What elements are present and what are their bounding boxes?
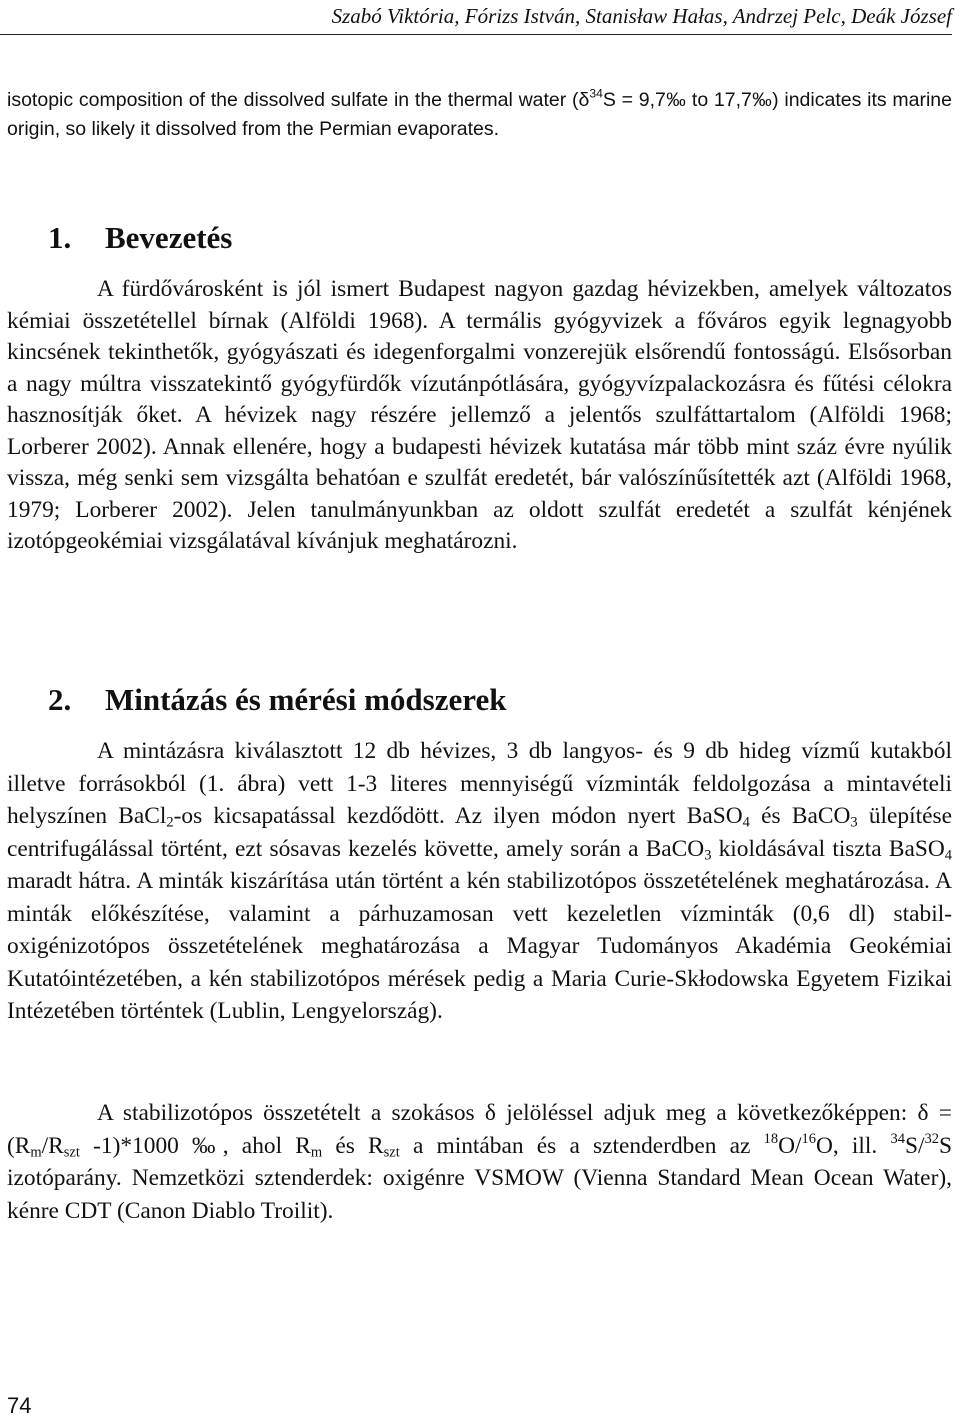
s2p1-text-c: és BaCO	[749, 803, 851, 829]
section-2-paragraph-1	[7, 735, 952, 1028]
section-2-title: Mintázás és mérési módszerek	[105, 682, 507, 717]
section-2-heading	[48, 682, 506, 718]
s2p2-text-d: és R	[322, 1132, 384, 1159]
s2p2-text-g: O, ill.	[815, 1132, 891, 1159]
s2p1-sub-b: 4	[742, 814, 750, 831]
s2p2-sub-b: szt	[63, 1144, 80, 1161]
abstract-text-1: isotopic composition of the dissolved sulfate in the thermal water (δ	[7, 89, 590, 111]
s2p2-text-b: /R	[41, 1132, 64, 1159]
s2p2-text-i: S izotóparány. Nemzetközi sztenderdek: oxigénre VSMOW (Vienna Standard Mean Ocean Water), kénre CDT (Canon Diablo Troilit).	[7, 1132, 952, 1224]
s2p2-text-h: S/	[904, 1132, 925, 1159]
s2p1-sub-a: 2	[166, 814, 174, 831]
s2p2-text-c: -1)*1000 ‰, ahol R	[79, 1132, 311, 1159]
s2p1-text-a: A mintázásra kiválasztott 12 db hévizes, 3 db langyos- és 9 db hideg vízmű kutakból illetve forrásokból (1. ábra) vett 1-3 literes mennyiségű vízminták feldolgozása a mintavételi helyszínen BaCl	[7, 738, 952, 829]
s2p2-sup-h: 32	[924, 1130, 939, 1147]
s2p1-sub-d: 3	[704, 847, 712, 864]
abstract-sup-34: 34	[589, 86, 603, 101]
s2p1-sub-e: 4	[944, 847, 952, 864]
s2p2-sup-g: 34	[890, 1130, 905, 1147]
s2p2-sup-e: 18	[763, 1130, 779, 1147]
section-1-heading	[48, 220, 232, 256]
section-2-number: 2.	[48, 682, 72, 717]
s2p1-text-f: maradt hátra. A minták kiszárítása után történt a kén stabilizotópos összetételének meghatározása. A minták előkészítése, valamint a párhuzamosan vett kezeletlen vízminták (0,6 dl) stabil-oxigénizotópos összetételének meghatározása a Magyar Tudományos Akadémia Geokémiai Kutatóintézetében, a kén stabilizotópos mérések pedig a Maria Curie-Skłodowska Egyetem Fizikai Intézetében történtek (Lublin, Lengyelország).	[7, 868, 952, 1024]
section-1-number: 1.	[48, 220, 72, 255]
running-head-authors: Szabó Viktória, Fórizs István, Stanisław Hałas, Andrzej Pelc, Deák József	[331, 4, 952, 28]
s2p1-text-e: kioldásával tiszta BaSO	[711, 835, 945, 862]
section-1-paragraph: A fürdővárosként is jól ismert Budapest nagyon gazdag hévizekben, amelyek változatos kémiai összetétellel bírnak (Alföldi 1968). A termális gyógyvizek a főváros egyik legnagyobb kincsének tekinthetők, gyógyászati és idegenforgalmi vonzerejük elsőrendű fontosságú. Elsősorban a nagy múltra visszatekintő gyógyfürdők vízutánpótlására, gyógyvízpalackozásra és fűtési célokra hasznosítják őket. A hévizek nagy részére jellemző a jelentős szulfáttartalom (Alföldi 1968; Lorberer 2002). Annak ellenére, hogy a budapesti hévizek kutatása már több mint száz évre nyúlik vissza, még senki sem vizsgálta behatóan e szulfát eredetét, bár valószínűsítették azt (Alföldi 1968, 1979; Lorberer 2002). Jelen tanulmányunkban az oldott szulfát eredetét a szulfát kénjének izotópgeokémiai vizsgálatával kívánjuk meghatározni.	[7, 276, 952, 554]
s2p2-sup-f: 16	[801, 1130, 816, 1147]
s2p2-text-a: A stabilizotópos összetételt a szokásos δ jelöléssel adjuk meg a következőképpen: δ = (R	[7, 1100, 952, 1159]
s2p2-sub-c: m	[310, 1144, 323, 1161]
s2p2-text-e: a mintában és a sztenderdben az	[399, 1132, 764, 1159]
header-rule	[0, 34, 952, 35]
s2p1-text-b: -os kicsapatással kezdődött. Az ilyen módon nyert BaSO	[173, 803, 743, 829]
section-1-title: Bevezetés	[105, 220, 233, 255]
s2p2-sub-d: szt	[383, 1144, 400, 1161]
abstract-text-2: S = 9,7‰ to 17,7‰) indicates its marine origin, so likely it dissolved from the Permian evaporates.	[7, 89, 952, 140]
s2p1-sub-c: 3	[850, 814, 858, 831]
s2p1-text-d: ülepítése centrifugálással történt, ezt sósavas kezelés követte, amely során a BaCO	[7, 803, 952, 862]
s2p2-sub-a: m	[30, 1144, 42, 1161]
abstract-continuation	[7, 86, 952, 144]
s2p2-text-f: O/	[778, 1132, 802, 1159]
section-2-paragraph-2	[7, 1097, 952, 1227]
page-number: 74	[7, 1393, 32, 1418]
